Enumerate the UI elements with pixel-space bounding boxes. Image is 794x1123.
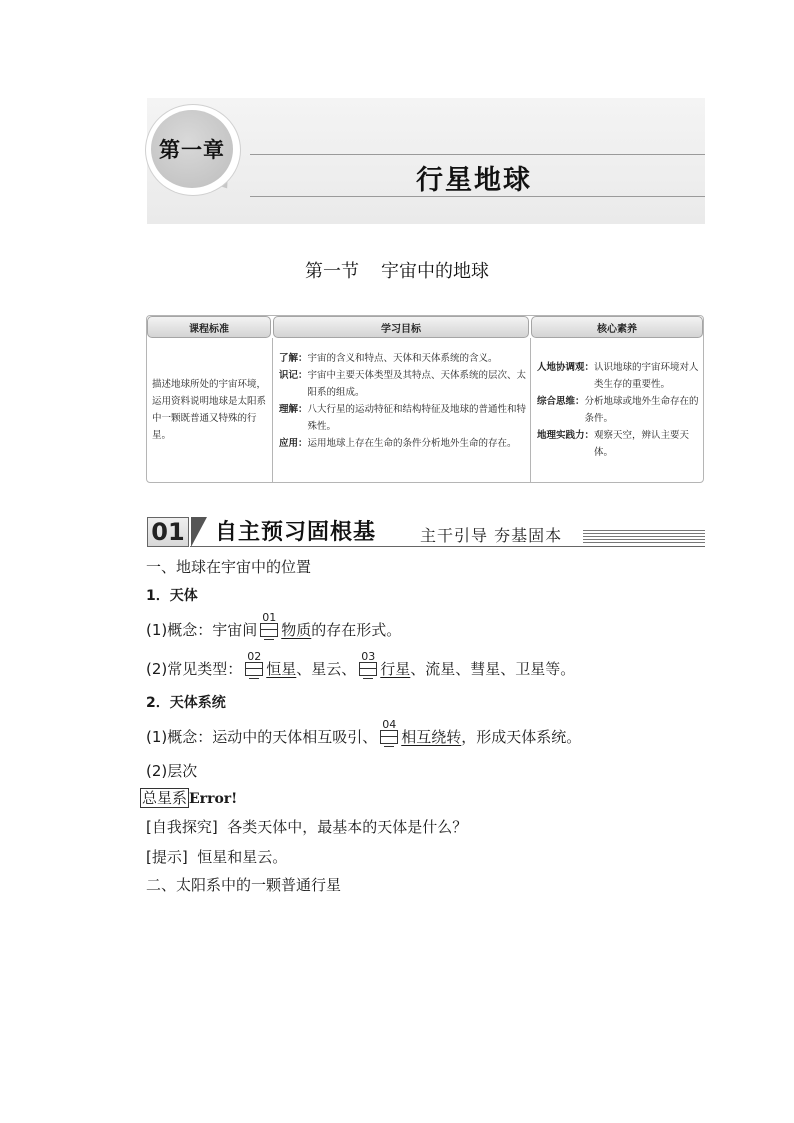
objectives-list (279, 350, 527, 452)
literacy-list (537, 359, 701, 461)
heading-solar-system: 二、太阳系中的一颗普通行星 (146, 876, 342, 894)
part-decorative-lines (583, 530, 705, 543)
hint-tag: [提示] (146, 848, 188, 866)
section-title (0, 257, 794, 283)
subheading-celestial-body: 1．天体 (146, 588, 198, 604)
line-concept-1: (1)概念：宇宙间 01 物质的存在形式。 (146, 611, 402, 639)
objective-item: 理解： 八大行星的运动特征和结构特征及地球的普通性和特殊性。 (279, 404, 527, 432)
literacy-item: 综合思维： 分析地球或地外生命存在的条件。 (537, 396, 699, 424)
chapter-title: 行星地球 (416, 165, 532, 196)
answer-marker: 02 (244, 659, 264, 676)
objective-item: 应用： 运用地球上存在生命的条件分析地外生命的存在。 (279, 438, 517, 449)
part-title: 自主预习固根基 (215, 519, 377, 545)
table-column-divider (530, 338, 531, 482)
section-name: 宇宙中的地球 (381, 261, 489, 282)
explore-question: 各类天体中，最基本的天体是什么？ (227, 818, 468, 836)
part-number: 01 (151, 518, 185, 546)
line-error (140, 787, 237, 808)
header-learning-objectives: 学习目标 (273, 316, 529, 338)
line-hint (146, 846, 287, 867)
answer-text: 物质 (281, 621, 312, 639)
literacy-item: 地理实践力： 观察天空，辨认主要天体。 (537, 430, 690, 458)
line-common-types: (2)常见类型： 02 恒星、星云、 03 行星、流星、彗星、卫星等。 (146, 650, 576, 678)
part-subtitle: 主干引导 夯基固本 (420, 526, 563, 545)
section-number: 第一节 (305, 261, 359, 282)
line-levels: (2)层次 (146, 762, 198, 780)
header-course-standard: 课程标准 (147, 316, 271, 338)
line-concept-2: (1)概念：运动中的天体相互吸引、 04 相互绕转，形成天体系统。 (146, 718, 582, 746)
answer-marker: 01 (259, 620, 279, 637)
banner-rule-top (250, 154, 705, 155)
heading-position: 一、地球在宇宙中的位置 (146, 558, 312, 576)
answer-marker: 04 (379, 727, 399, 744)
objective-item: 了解： 宇宙的含义和特点、天体和天体系统的含义。 (279, 353, 498, 364)
subheading-celestial-system: 2．天体系统 (146, 695, 226, 711)
objective-item: 识记： 宇宙中主要天体类型及其特点、天体系统的层次、太阳系的组成。 (279, 370, 527, 398)
answer-text: 相互绕转 (401, 728, 462, 746)
answer-text: 行星 (380, 660, 411, 678)
answer-marker: 03 (358, 659, 378, 676)
boxed-term: 总星系 (142, 789, 188, 807)
explore-tag: [自我探究] (146, 818, 218, 836)
answer-text: 恒星 (266, 660, 297, 678)
part-rule (190, 546, 705, 547)
table-column-divider (272, 338, 273, 482)
header-core-literacy: 核心素养 (531, 316, 703, 338)
chapter-label: 第一章 (159, 137, 225, 162)
course-standard-text: 描述地球所处的宇宙环境，运用资料说明地球是太阳系中一颗既普通又特殊的行星。 (152, 379, 267, 441)
part-number-box (147, 517, 189, 547)
literacy-item: 人地协调观： 认识地球的宇宙环境对人类生存的重要性。 (537, 362, 699, 390)
part-arrow-icon (191, 517, 207, 547)
hint-answer: 恒星和星云。 (197, 848, 288, 866)
chapter-badge (151, 110, 233, 188)
error-text: Error! (189, 791, 238, 807)
line-self-explore (146, 816, 467, 837)
